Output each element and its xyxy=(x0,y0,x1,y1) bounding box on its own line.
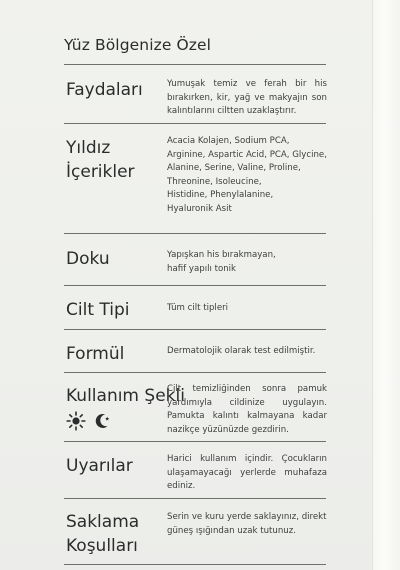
panel-edge xyxy=(372,0,400,570)
divider xyxy=(64,372,326,373)
label-formul: Formül xyxy=(66,344,125,364)
value-kullanim-sekli: Cilt temizliğinden sonra pamuk yardımıyla cildinize uygulayın. Pamukta kalıntı kalmayana kadar nazikçe yüzünüzde gezdirin. xyxy=(167,384,327,435)
value-faydalari: Yumuşak temiz ve ferah bir his bırakırken, kir, yağ ve makyajın son kalıntılarını ciltten uzaklaştırır. xyxy=(167,79,327,117)
value-cilt-tipi: Tüm cilt tipleri xyxy=(167,303,229,313)
ingredient-line: Acacia Kolajen, Sodium PCA, xyxy=(167,136,290,146)
label-cilt-tipi: Cilt Tipi xyxy=(66,300,130,320)
label-kullanim-sekli: Kullanım Şekli xyxy=(66,386,185,406)
value-yildiz-icerikler xyxy=(167,135,327,217)
ingredient-line: Hyaluronik Asit xyxy=(167,203,232,214)
usage-time-icons xyxy=(66,411,112,431)
label-line: İçerikler xyxy=(66,162,135,182)
divider xyxy=(64,329,326,330)
divider xyxy=(64,64,326,65)
value-formul: Dermatolojik olarak test edilmiştir. xyxy=(167,346,316,356)
divider xyxy=(64,123,326,124)
label-faydalari: Faydaları xyxy=(66,80,143,100)
ingredient-line: Histidine, Phenylalanine, xyxy=(167,190,274,201)
ingredient-line: Threonine, Isoleucine, xyxy=(167,176,262,187)
value-uyarilar: Harici kullanım içindir. Çocukların ulaşamayacağı yerlerde muhafaza ediniz. xyxy=(167,454,327,492)
section-title: Yüz Bölgenize Özel xyxy=(64,36,212,54)
label-saklama-kosullari xyxy=(66,510,139,558)
value-line: hafif yapılı tonik xyxy=(167,263,237,274)
ingredient-line: Arginine, Aspartic Acid, PCA, Glycine, xyxy=(167,149,327,160)
label-line: Saklama xyxy=(66,512,140,532)
label-yildiz-icerikler xyxy=(66,136,135,184)
divider xyxy=(64,285,326,286)
value-doku xyxy=(167,249,327,276)
divider xyxy=(64,564,326,565)
value-saklama-kosullari: Serin ve kuru yerde saklayınız, direkt güneş ışığından uzak tutunuz. xyxy=(167,512,327,536)
value-line: Yapışkan his bırakmayan, xyxy=(167,250,276,260)
label-line: Yıldız xyxy=(66,138,111,158)
ingredient-line: Alanine, Serine, Valine, Proline, xyxy=(167,163,301,174)
label-uyarilar: Uyarılar xyxy=(66,456,133,476)
divider xyxy=(64,233,326,234)
label-line: Koşulları xyxy=(66,536,138,556)
divider xyxy=(64,441,326,442)
sun-icon xyxy=(66,411,86,431)
label-doku: Doku xyxy=(66,249,110,269)
divider xyxy=(64,498,326,499)
moon-icon xyxy=(92,411,112,431)
